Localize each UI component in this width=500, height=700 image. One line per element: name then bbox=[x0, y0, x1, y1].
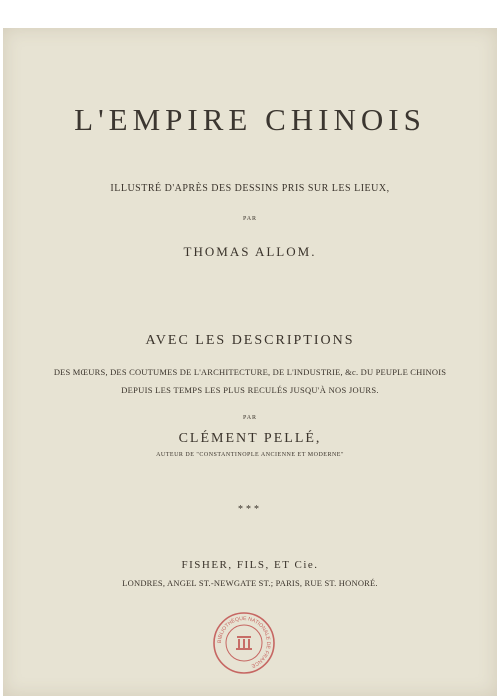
author-name: CLÉMENT PELLÉ, bbox=[178, 431, 322, 446]
author-credit: AUTEUR DE "CONSTANTINOPLE ANCIENNE ET MODERNE" bbox=[156, 452, 344, 458]
ornament-asterisks: *** bbox=[238, 504, 262, 515]
descriptions-heading: AVEC LES DESCRIPTIONS bbox=[145, 333, 355, 348]
descriptions-line-1: DES MŒURS, DES COUTUMES DE L'ARCHITECTURE, DE L'INDUSTRIE, &c. DU PEUPLE CHINOIS bbox=[53, 367, 447, 377]
stamp-text: BIBLIOTHÈQUE NATIONALE DE FRANCE bbox=[216, 615, 272, 669]
par-label-2: PAR bbox=[242, 415, 258, 421]
title-page bbox=[3, 28, 497, 696]
descriptions-line-2: DEPUIS LES TEMPS LES PLUS RECULÉS JUSQU'À NOS JOURS. bbox=[121, 385, 379, 395]
publisher-address: LONDRES, ANGEL ST.-NEWGATE ST.; PARIS, RUE ST. HONORÉ. bbox=[122, 578, 378, 588]
publisher-name: FISHER, FILS, ET Cie. bbox=[181, 559, 319, 571]
subtitle: ILLUSTRÉ D'APRÈS DES DESSINS PRIS SUR LES LIEUX, bbox=[110, 183, 390, 194]
library-stamp-icon bbox=[211, 610, 277, 676]
illustrator-name: THOMAS ALLOM. bbox=[183, 244, 317, 259]
par-label-1: PAR bbox=[242, 216, 258, 222]
book-title: L'EMPIRE CHINOIS bbox=[74, 102, 426, 137]
